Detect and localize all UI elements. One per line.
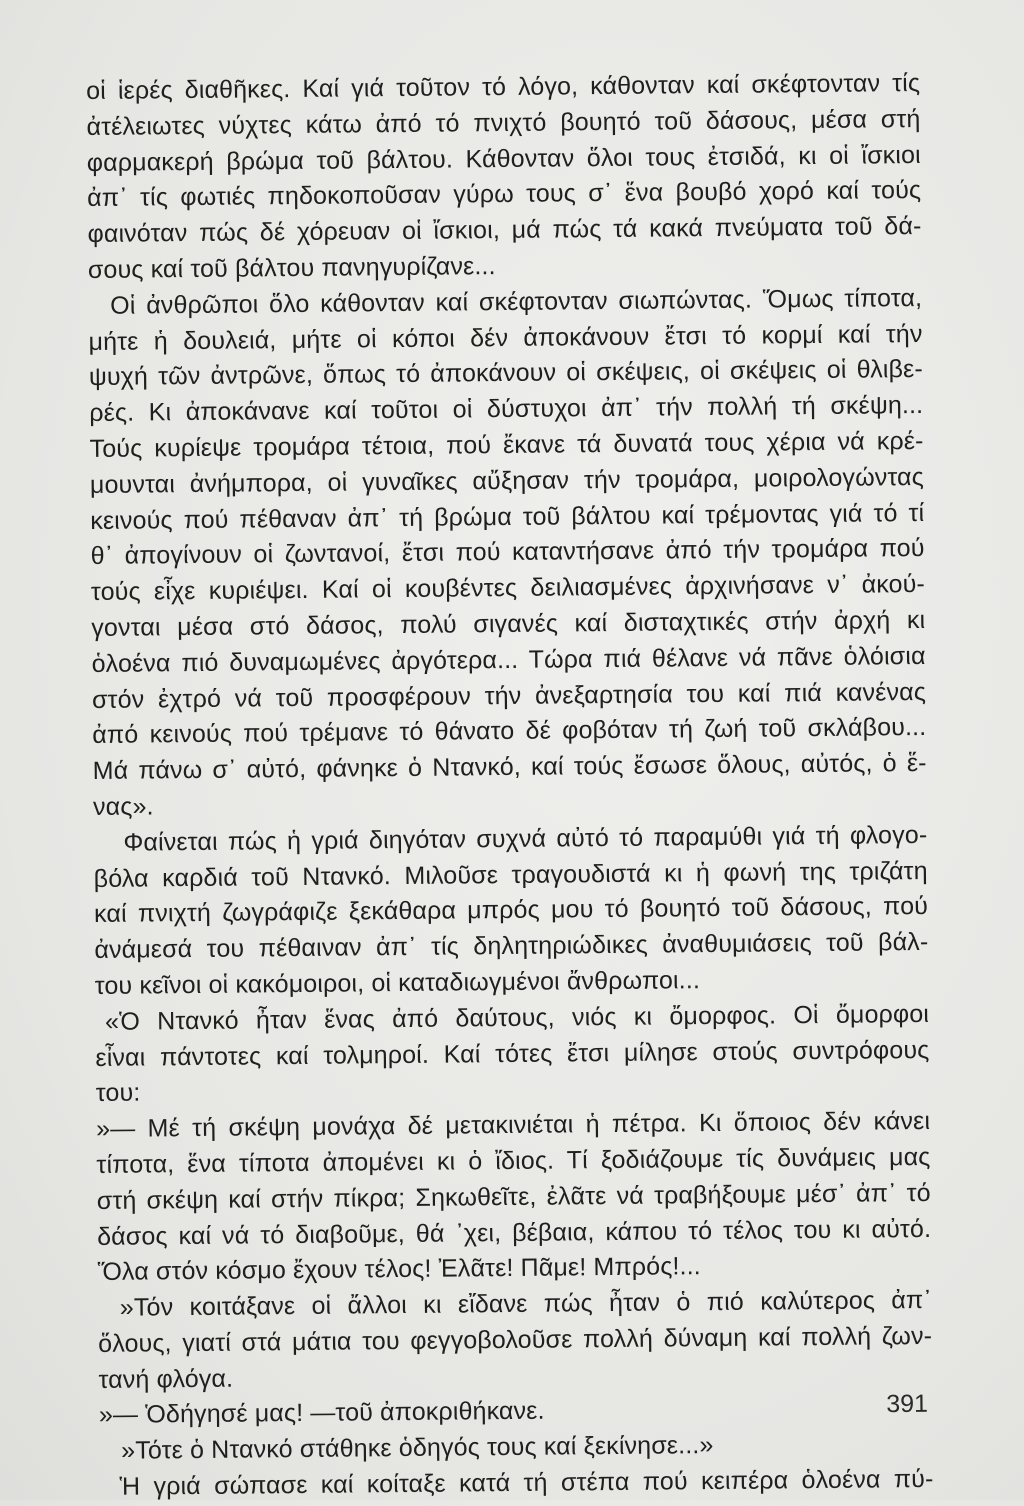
text-line-15: τούς εἶχε κυριέψει. Καί οἱ κουβέντες δειλιασμένες ἀρχινήσανε ν᾽ ἀκού- [90, 570, 926, 607]
text-line-4: ἀπ᾽ τίς φωτιές πηδοκοποῦσαν γύρω τους σ᾽ ἕνα βουβό χορό καί τούς [87, 176, 922, 213]
text-line-23: βόλα καρδιά τοῦ Ντανκό. Μιλοῦσε τραγουδιστά κι ἡ φωνή της τριζάτη [93, 856, 928, 893]
text-line-14: θ᾽ ἀπογίνουν οἱ ζωντανοί, ἔτσι πού καταντήσανε ἀπό τήν τρομάρα πού [90, 534, 925, 571]
text-line-13: κεινούς πού πέθαναν ἀπ᾽ τή βρώμα τοῦ βάλτου καί τρέμοντας γιά τό τί [90, 498, 925, 535]
text-line-36: ὅλους, γιατί στά μάτια του φεγγοβολοῦσε πολλή δύναμη καί πολλή ζων- [98, 1321, 933, 1358]
text-line-22: Φαίνεται πώς ἡ γριά διηγόταν συχνά αὐτό τό παραμύθι γιά τή φλογο- [123, 820, 928, 857]
book-page [86, 66, 934, 1501]
text-line-19: ἀπό κεινούς πού τρέμανε τό θάνατο δέ φοβόταν τή ζωή τοῦ σκλάβου... [92, 713, 927, 750]
text-line-16: γονται μέσα στό δάσος, πολύ σιγανές καί δισταχτικές στήν ἀρχή κι [91, 605, 926, 642]
text-line-1: οἱ ἱερές διαθῆκες. Καί γιά τοῦτον τό λόγο, κάθονταν καί σκέφτονταν τίς [86, 68, 921, 105]
text-line-27: «Ὁ Ντανκό ἦταν ἕνας ἀπό δαύτους, νιός κι ὄμορφος. Οἱ ὄμορφοι [104, 999, 930, 1036]
text-line-12: μουνται ἀνήμπορα, οἱ γυναῖκες αὔξησαν τήν τρομάρα, μοιρολογώντας [89, 462, 925, 499]
text-line-11: Τούς κυρίεψε τρομάρα τέτοια, πού ἔκανε τά δυνατά τους χέρια νά κρέ- [89, 426, 924, 463]
text-line-26: του κεῖνοι οἱ κακόμοιροι, οἱ καταδιωγμένοι ἄνθρωποι... [94, 966, 701, 1000]
text-line-5: φαινόταν πώς δέ χόρευαν οἱ ἴσκιοι, μά πώς τά κακά πνεύματα τοῦ δά- [87, 212, 922, 249]
text-line-20: Μά πάνω σ᾽ αὐτό, φάνηκε ὁ Ντανκό, καί τούς ἔσωσε ὅλους, αὐτός, ὁ ἕ- [92, 749, 927, 786]
text-line-29: του: [95, 1078, 141, 1108]
text-line-25: ἀνάμεσά του πέθαιναν ἀπ᾽ τίς δηλητηριώδικες ἀναθυμιάσεις τοῦ βάλ- [94, 928, 929, 965]
text-line-2: ἀτέλειωτες νύχτες κάτω ἀπό τό πνιχτό βουητό τοῦ δάσους, μέσα στή [86, 104, 921, 141]
text-line-30: »— Μέ τή σκέψη μονάχα δέ μετακινιέται ἡ πέτρα. Κι ὅποιος δέν κάνει [95, 1107, 931, 1144]
text-line-7: Οἱ ἀνθρῶποι ὅλο κάθονταν καί σκέφτονταν σιωπώντας. Ὅμως τίποτα, [110, 283, 923, 320]
text-line-9: ψυχή τῶν ἀντρῶνε, ὅπως τό ἀποκάνουν οἱ σκέψεις, οἱ σκέψεις οἱ θλιβε- [88, 355, 924, 392]
text-line-32: στή σκέψη καί στήν πίκρα; Σηκωθεῖτε, ἐλᾶτε νά τραβήξουμε μέσ᾽ ἀπ᾽ τό [96, 1178, 931, 1215]
page-number: 391 [886, 1389, 929, 1419]
text-line-35: »Τόν κοιτάξανε οἱ ἄλλοι κι εἴδανε πώς ἦταν ὁ πιό καλύτερος ἀπ᾽ [119, 1286, 932, 1322]
text-line-8: μήτε ἡ δουλειά, μήτε οἱ κόποι δέν ἀποκάνουν ἔτσι τό κορμί καί τήν [88, 319, 923, 356]
text-line-17: ὁλοένα πιό δυναμωμένες ἀργότερα... Τώρα πιά θέλανε νά πᾶνε ὁλόισια [91, 641, 926, 678]
text-line-31: τίποτα, ἕνα τίποτα ἀπομένει κι ὁ ἴδιος. Τί ξοδιάζουμε τίς δυνάμεις μας [96, 1142, 931, 1179]
text-line-6: σους καί τοῦ βάλτου πανηγυρίζανε... [87, 252, 496, 284]
text-line-38: »— Ὁδήγησέ μας! —τοῦ ἀποκριθήκανε. [98, 1397, 545, 1430]
text-line-33: δάσος καί νά τό διαβοῦμε, θά ᾽χει, βέβαια, κάπου τό τέλος του κι αὐτό. [97, 1214, 932, 1251]
text-line-28: εἶναι πάντοτες καί τολμηροί. Καί τότες ἔτσι μίλησε στούς συντρόφους [95, 1035, 930, 1072]
text-line-39: »Τότε ὁ Ντανκό στάθηκε ὁδηγός τους καί ξεκίνησε...» [121, 1431, 714, 1466]
text-line-40: Ἡ γριά σώπασε καί κοίταξε κατά τή στέπα πού κειπέρα ὁλοένα πύ- [119, 1465, 934, 1501]
text-line-18: στόν ἐχτρό νά τοῦ προσφέρουν τήν ἀνεξαρτησία του καί πιά κανένας [91, 677, 927, 714]
text-line-34: Ὅλα στόν κόσμο ἔχουν τέλος! Ἐλᾶτε! Πᾶμε! Μπρός!... [97, 1252, 701, 1287]
text-line-37: τανή φλόγα. [98, 1364, 234, 1394]
text-line-24: καί πνιχτή ζωγράφιζε ξεκάθαρα μπρός μου τό βουητό τοῦ δάσους, πού [93, 892, 929, 929]
text-line-3: φαρμακερή βρώμα τοῦ βάλτου. Κάθονταν ὅλοι τους ἐτσιδά, κι οἱ ἴσκιοι [86, 140, 921, 177]
text-line-21: νας». [92, 792, 154, 821]
text-line-10: ρές. Κι ἀποκάνανε καί τοῦτοι οἱ δύστυχοι ἀπ᾽ τήν πολλή τή σκέψη... [89, 391, 924, 428]
